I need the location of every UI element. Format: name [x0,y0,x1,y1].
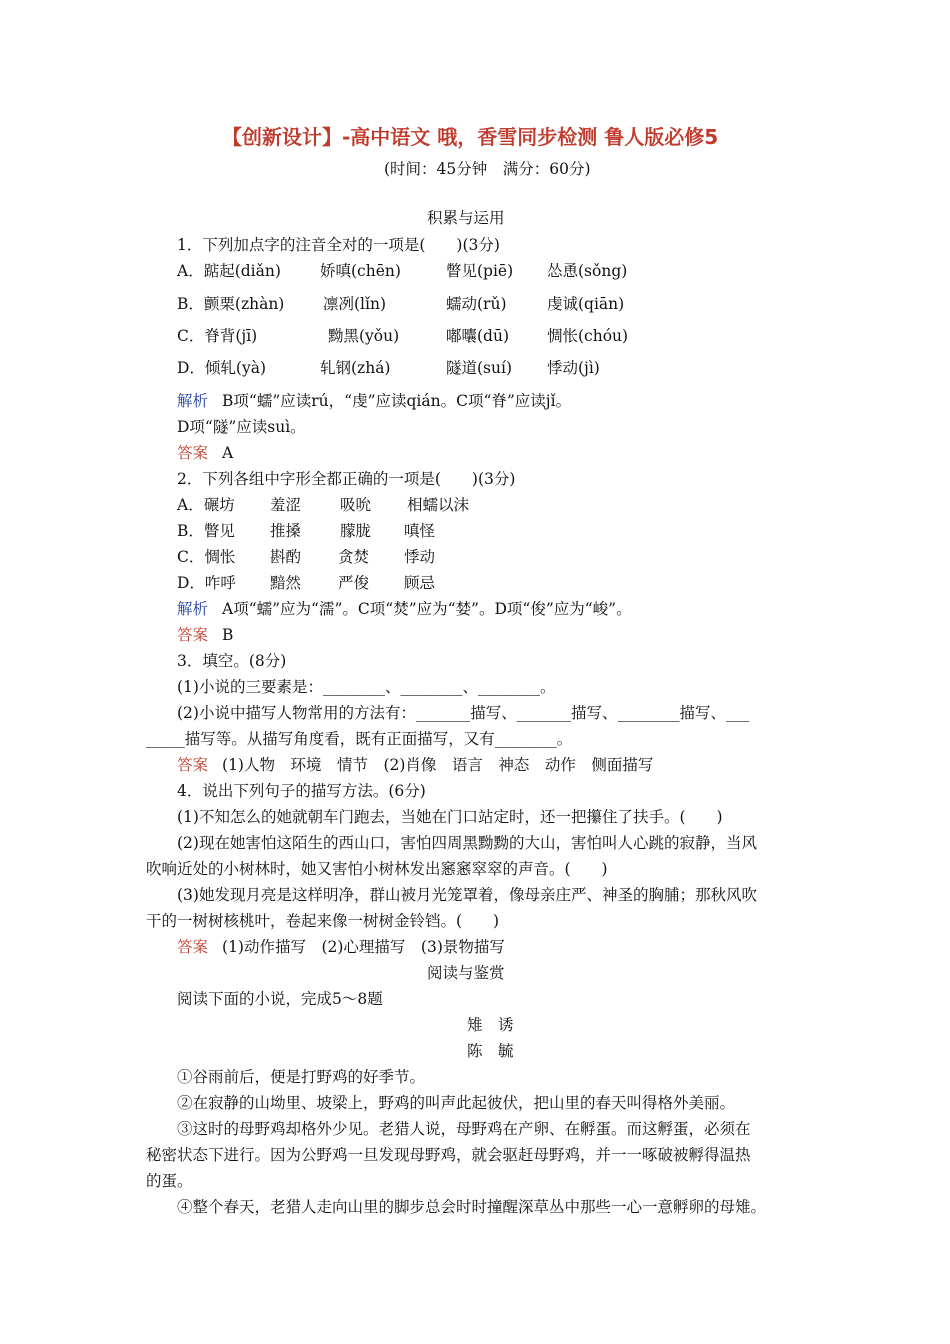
question-2-answer [177,625,233,645]
answer-text: (1)人物 环境 情节 (2)肖像 语言 神态 动作 侧面描写 [222,756,654,774]
option-b-1: B．瞥见 [177,522,235,540]
option-d-2: 黯然 [270,574,302,592]
question-4-stem: 4．说出下列句子的描写方法。(6分) [177,782,426,800]
answer-label: 答案 [177,626,209,644]
story-paragraph-2: ②在寂静的山坳里、坡梁上，野鸡的叫声此起彼伏，把山里的春天叫得格外美丽。 [177,1094,736,1112]
question-4-sentence-3-cont: 干的一树树核桃叶，卷起来像一树树金铃铛。( ) [146,912,500,930]
answer-text: (1)动作描写 (2)心理描写 (3)景物描写 [222,938,505,956]
option-d-1: D．咋呼 [177,574,236,592]
answer-label: 答案 [177,444,209,462]
option-a-1: A．碾坊 [177,496,235,514]
story-author: 陈 毓 [467,1042,514,1060]
analysis-text: B项“蠕”应读rú，“虔”应读qián。C项“脊”应读jǐ。 [222,392,572,410]
option-a-4: 怂恿(sǒng) [547,262,628,280]
option-b-2: 推搡 [270,522,302,540]
option-a-1: A．踮起(diǎn) [177,262,281,280]
question-1-answer [177,443,233,463]
option-b-3: 朦胧 [340,522,372,540]
question-4-sentence-2: (2)现在她害怕这陌生的西山口，害怕四周黑黝黝的大山，害怕叫人心跳的寂静，当风 [177,834,757,852]
option-c-4: 惆怅(chóu) [547,327,629,345]
option-c-1: C．惆怅 [177,548,236,566]
option-b-3: 蠕动(rǔ) [446,295,507,313]
question-1-analysis-cont: D项“隧”应读suì。 [177,418,306,436]
question-4-sentence-3: (3)她发现月亮是这样明净，群山被月光笼罩着，像母亲庄严、神圣的胸脯；那秋风吹 [177,886,757,904]
section-heading-accumulation: 积累与运用 [427,209,505,227]
question-3-answer [177,755,653,775]
answer-label: 答案 [177,756,209,774]
answer-label: 答案 [177,938,209,956]
answer-text: B [222,626,234,644]
option-a-3: 瞥见(piē) [446,262,514,280]
option-b-4: 嗔怪 [404,522,436,540]
question-3-part-2: (2)小说中描写人物常用的方法有：_______描写、_______描写、________描写、___ [177,704,750,722]
section-heading-reading: 阅读与鉴赏 [427,964,505,982]
question-4-answer [177,937,505,957]
analysis-label: 解析 [177,600,209,618]
option-c-2: 黝黑(yǒu) [328,327,400,345]
question-3-stem: 3．填空。(8分) [177,652,287,670]
option-d-3: 隧道(suí) [446,359,512,377]
analysis-label: 解析 [177,392,209,410]
option-b-2: 凛冽(lǐn) [323,295,386,313]
question-2-analysis [177,599,632,619]
answer-text: A [222,444,234,462]
question-1-stem: 1．下列加点字的注音全对的一项是( )(3分) [177,236,500,254]
reading-intro: 阅读下面的小说，完成5～8题 [177,990,383,1008]
document-subtitle: (时间：45分钟 满分：60分) [384,160,591,178]
option-d-1: D．倾轧(yà) [177,359,267,377]
story-title: 雉 诱 [467,1016,514,1034]
question-4-sentence-2-cont: 吹响近处的小树林时，她又害怕小树林发出窸窸窣窣的声音。( ) [146,860,608,878]
question-2-stem: 2．下列各组中字形全都正确的一项是( )(3分) [177,470,516,488]
option-a-2: 娇嗔(chēn) [320,262,401,280]
analysis-text: A项“蠕”应为“濡”。C项“焚”应为“婪”。D项“俊”应为“峻”。 [222,600,632,618]
option-b-1: B．颤栗(zhàn) [177,295,285,313]
option-a-3: 吸吮 [340,496,372,514]
option-d-4: 顾忌 [404,574,436,592]
story-paragraph-3-end: 的蛋。 [146,1172,193,1190]
option-d-2: 轧钢(zhá) [320,359,391,377]
option-c-4: 悸动 [404,548,436,566]
document-title: 【创新设计】-高中语文 哦，香雪同步检测 鲁人版必修5 [222,125,719,149]
option-c-3: 嘟囔(dū) [446,327,509,345]
question-3-part-1: (1)小说的三要素是：________、________、________。 [177,678,556,696]
question-3-part-2-cont: _____描写等。从描写角度看，既有正面描写，又有________。 [146,730,573,748]
option-a-2: 羞涩 [270,496,302,514]
option-c-3: 贪焚 [338,548,370,566]
story-paragraph-4: ④整个春天，老猎人走向山里的脚步总会时时撞醒深草丛中那些一心一意孵卵的母雉。 [177,1198,767,1216]
option-c-1: C．脊背(jī) [177,327,258,345]
option-b-4: 虔诚(qiān) [547,295,625,313]
option-d-3: 严俊 [338,574,370,592]
question-4-sentence-1: (1)不知怎么的她就朝车门跑去，当她在门口站定时，还一把攥住了扶手。( ) [177,808,723,826]
question-1-analysis [177,391,571,411]
option-d-4: 悸动(jì) [547,359,600,377]
story-paragraph-3: ③这时的母野鸡却格外少见。老猎人说，母野鸡在产卵、在孵蛋。而这孵蛋，必须在 [177,1120,751,1138]
story-paragraph-1: ①谷雨前后，便是打野鸡的好季节。 [177,1068,426,1086]
option-a-4: 相蠕以沫 [407,496,470,514]
story-paragraph-3-cont: 秘密状态下进行。因为公野鸡一旦发现母野鸡，就会驱赶母野鸡，并一一啄破被孵得温热 [146,1146,751,1164]
option-c-2: 斟酌 [270,548,302,566]
